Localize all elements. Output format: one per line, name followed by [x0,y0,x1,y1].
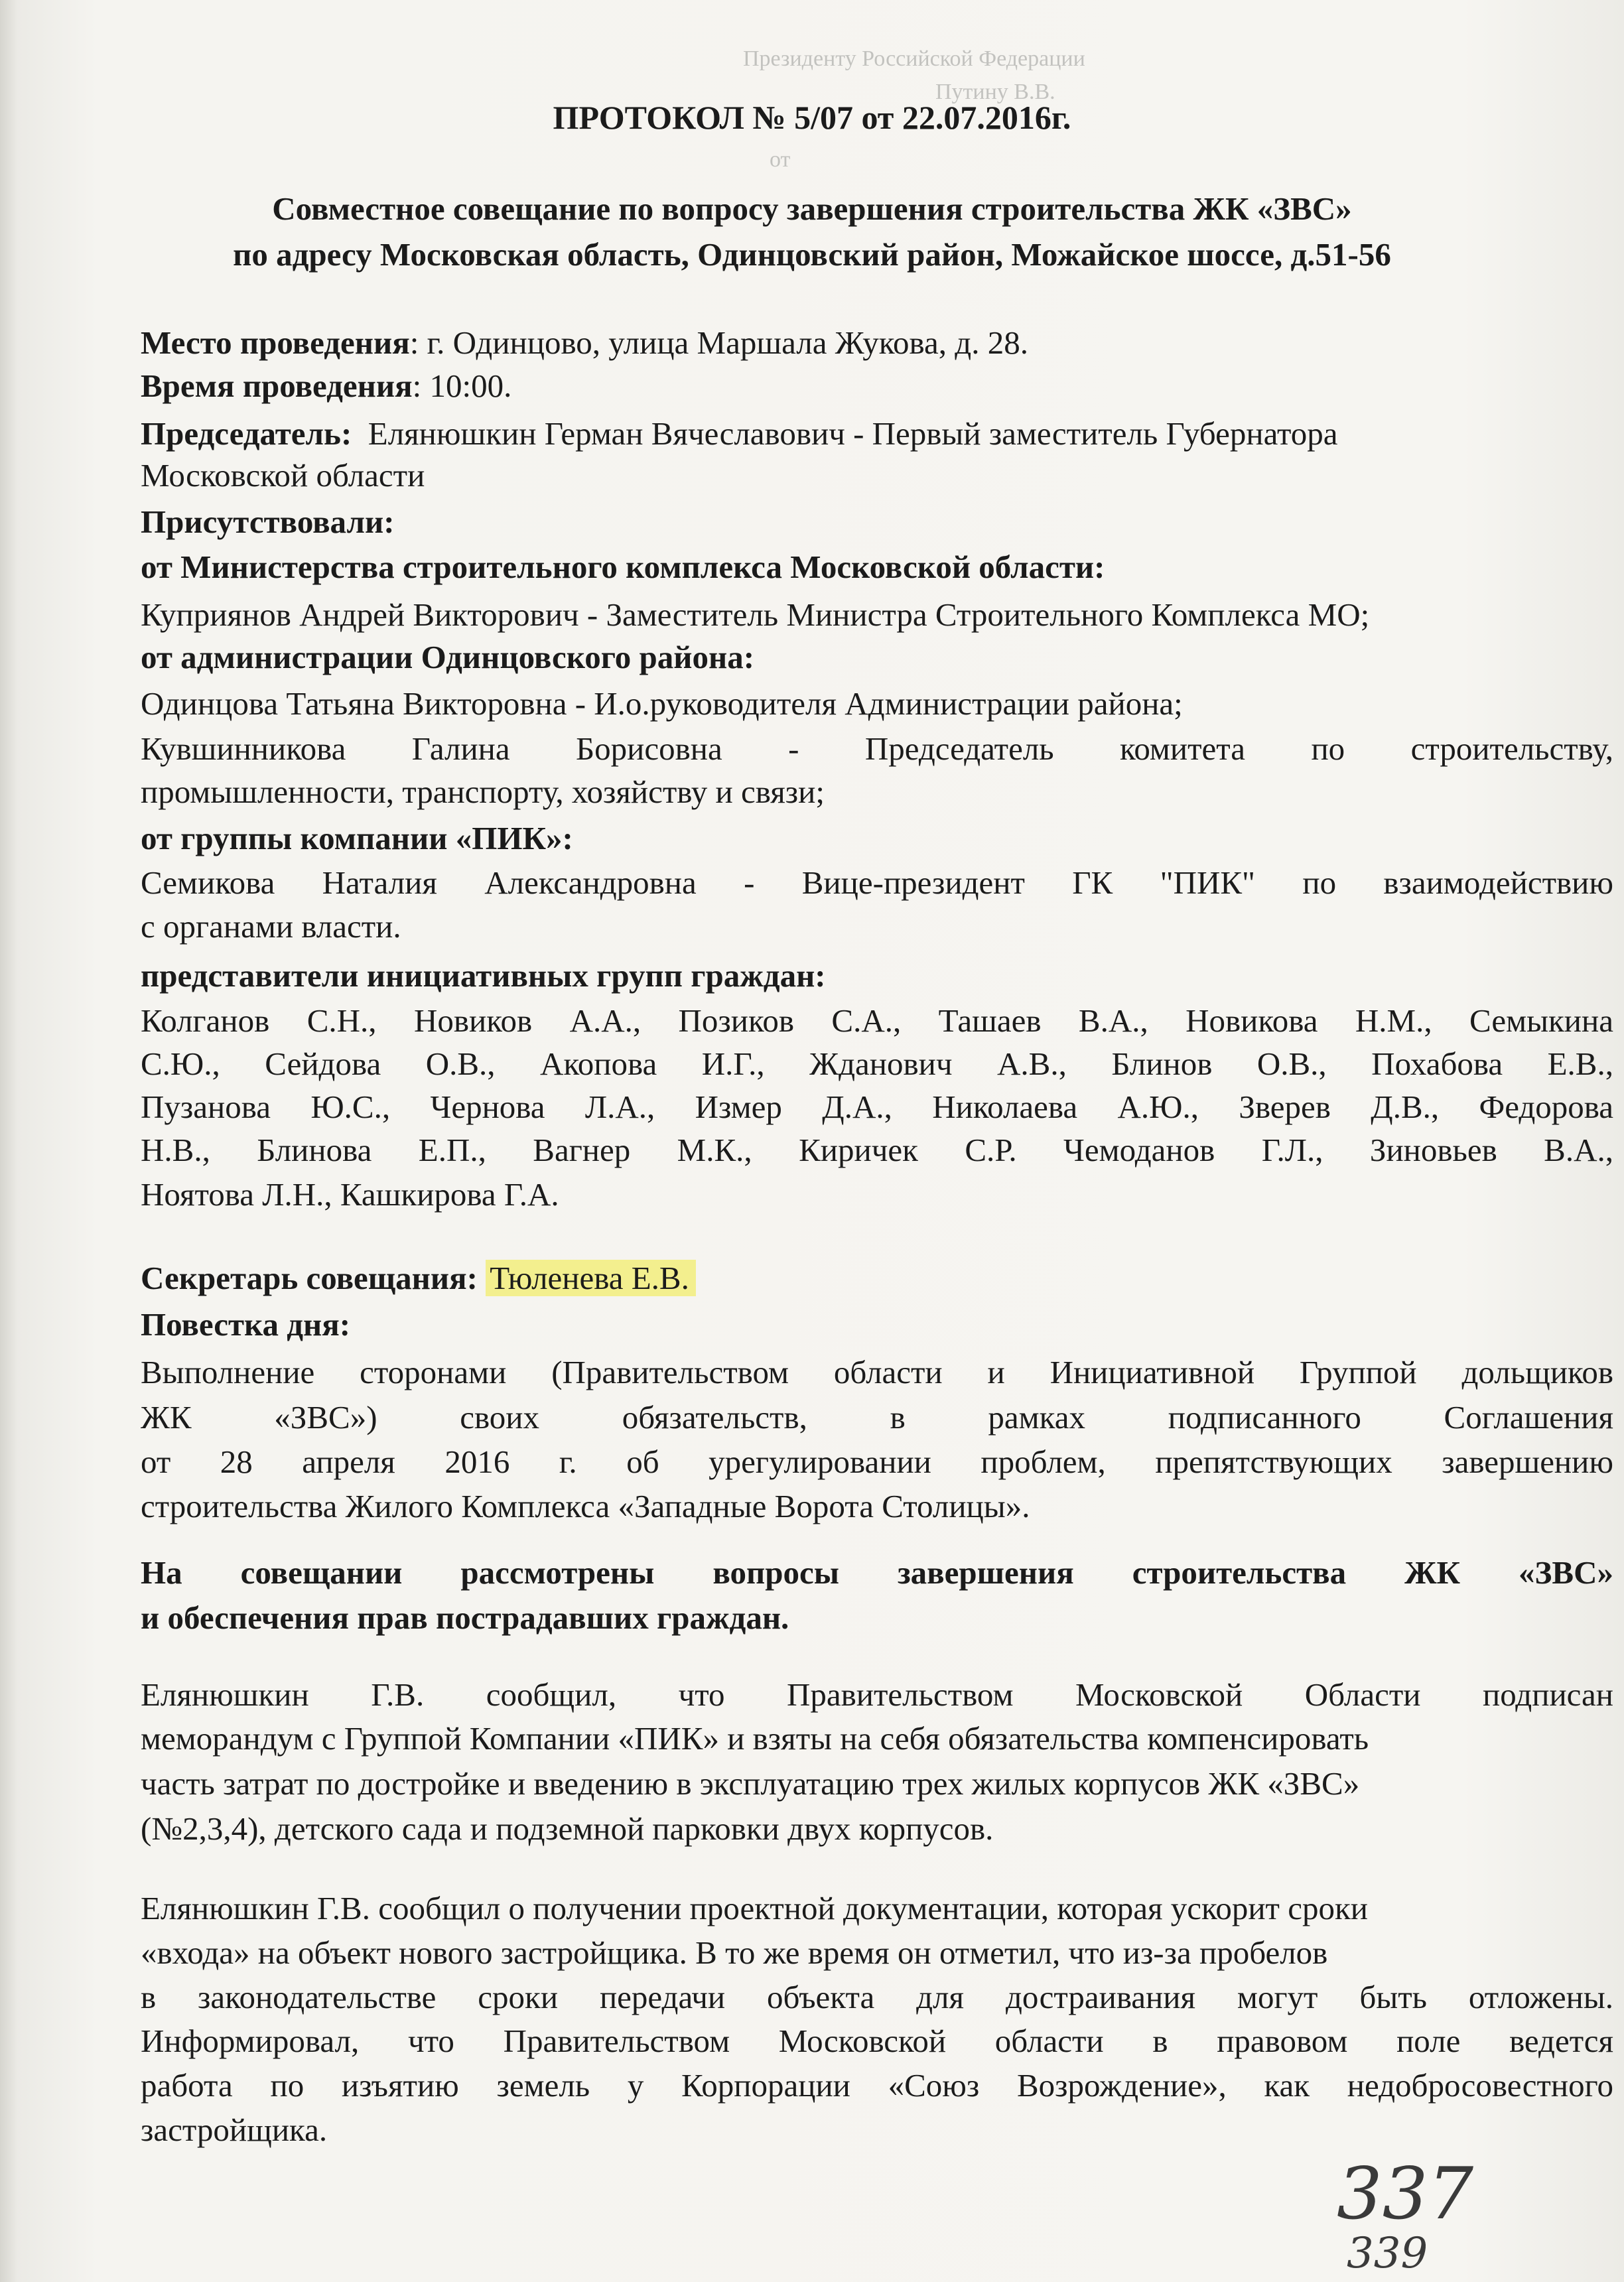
paragraph-1-line: меморандум с Группой Компании «ПИК» и взяты на себя обязательства компенсировать [141,1720,1369,1757]
considered-line-1: На совещании рассмотрены вопросы завершения строительства ЖК «ЗВС» [141,1554,1613,1591]
bleed-through-text: Путину В.В. [935,80,1055,104]
pik-attendee: Семикова Наталия Александровна - Вице-президент ГК "ПИК" по взаимодействию [141,864,1613,901]
chair-value: Елянюшкин Герман Вячеславович - Первый заместитель Губернатора [368,415,1338,452]
paragraph-1-line: часть затрат по достройке и введению в эксплуатацию трех жилых корпусов ЖК «ЗВС» [141,1765,1360,1802]
pik-attendee-continued: с органами власти. [141,908,401,945]
paragraph-2-line: работа по изъятию земель у Корпорации «Союз Возрождение», как недобросовестного [141,2067,1613,2104]
chair-label: Председатель: [141,415,352,452]
paragraph-1-line: (№2,3,4), детского сада и подземной парковки двух корпусов. [141,1810,994,1847]
admin-attendee-2-continued: промышленности, транспорту, хозяйству и связи; [141,773,825,810]
time-label: Время проведения [141,368,413,404]
paragraph-2-line: застройщика. [141,2112,328,2148]
considered-line-2: и обеспечения прав пострадавших граждан. [141,1599,789,1636]
agenda-line: строительства Жилого Комплекса «Западные Ворота Столицы». [141,1488,1030,1524]
paragraph-2-line: Елянюшкин Г.В. сообщил о получении проектной документации, которая ускорит сроки [141,1890,1368,1926]
bleed-through-text: Президенту Российской Федерации [743,46,1085,71]
groups-heading: представители инициативных групп граждан: [141,957,826,994]
agenda-line: ЖК «ЗВС») своих обязательств, в рамках подписанного Соглашения [141,1399,1613,1436]
agenda-line: от 28 апреля 2016 г. об урегулировании проблем, препятствующих завершению [141,1443,1613,1480]
chair-row [141,415,1338,452]
ministry-attendee: Куприянов Андрей Викторович - Заместитель Министра Строительного Комплекса МО; [141,596,1370,633]
attendees-heading: Присутствовали: [141,503,395,540]
scan-left-edge [0,0,17,2282]
meeting-subtitle-line-1: Совместное совещание по вопросу завершения строительства ЖК «ЗВС» [272,190,1352,227]
groups-list-line: Колганов С.Н., Новиков А.А., Позиков С.А., Ташаев В.А., Новикова Н.М., Семыкина [141,1002,1613,1039]
secretary-row [141,1259,696,1297]
groups-list-line: Н.В., Блинова Е.П., Вагнер М.К., Киричек С.Р. Чемоданов Г.Л., Зиновьев В.А., [141,1132,1613,1168]
groups-list-line: Ноятова Л.Н., Кашкирова Г.А. [141,1176,559,1213]
groups-list-line: Пузанова Ю.С., Чернова Л.А., Измер Д.А., Николаева А.Ю., Зверев Д.В., Федорова [141,1089,1613,1125]
admin-heading: от администрации Одинцовского района: [141,639,755,675]
place-label: Место проведения [141,324,410,361]
pik-heading: от группы компании «ПИК»: [141,820,573,856]
ministry-heading: от Министерства строительного комплекса Московской области: [141,549,1105,585]
handwritten-page-number-old: 339 [1347,2229,1428,2278]
meeting-subtitle-line-2: по адресу Московская область, Одинцовский район, Можайское шоссе, д.51-56 [233,236,1391,273]
place-row [141,324,1028,362]
admin-attendee-2: Кувшинникова Галина Борисовна - Председатель комитета по строительству, [141,730,1613,767]
paragraph-2-line: «входа» на объект нового застройщика. В то же время он отметил, что из-за пробелов [141,1934,1328,1971]
bleed-through-text: от [770,147,791,172]
agenda-heading: Повестка дня: [141,1306,351,1343]
chair-row-continued: Московской области [141,457,425,494]
time-row [141,367,511,405]
protocol-title: ПРОТОКОЛ № 5/07 от 22.07.2016г. [553,99,1071,136]
admin-attendee-1: Одинцова Татьяна Викторовна - И.о.руководителя Администрации района; [141,685,1183,722]
agenda-line: Выполнение сторонами (Правительством области и Инициативной Группой дольщиков [141,1354,1613,1390]
secretary-label: Секретарь совещания: [141,1260,478,1296]
place-value: : г. Одинцово, улица Маршала Жукова, д. 28. [409,324,1028,361]
paragraph-2-line: Информировал, что Правительством Московской области в правовом поле ведется [141,2023,1613,2059]
time-value: : 10:00. [412,368,512,404]
groups-list-line: С.Ю., Сейдова О.В., Акопова И.Г., Жданович А.В., Блинов О.В., Похабова Е.В., [141,1045,1613,1082]
secretary-value: Тюленева Е.В. [486,1260,696,1296]
handwritten-page-number: 337 [1337,2153,1474,2236]
paragraph-1-line: Елянюшкин Г.В. сообщил, что Правительством Московской Области подписан [141,1676,1613,1713]
paragraph-2-line: в законодательстве сроки передачи объекта для достраивания могут быть отложены. [141,1979,1613,2015]
